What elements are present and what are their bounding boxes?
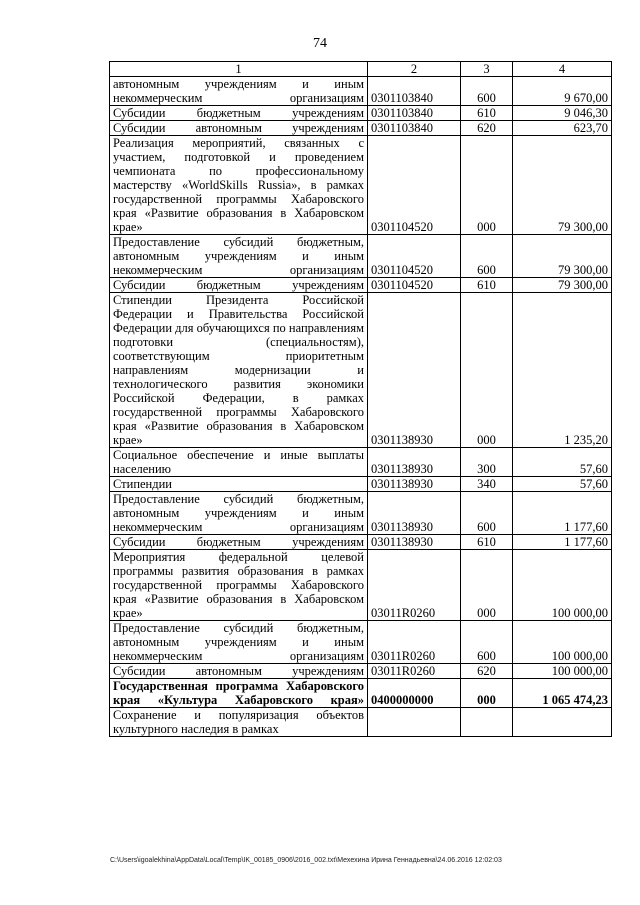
- row-name-cell: Сохранение и популяризация объектов культурного наследия в рамках: [110, 708, 368, 737]
- row-name-cell: Субсидии автономным учреждениям: [110, 121, 368, 136]
- row-sum-cell: 79 300,00: [513, 235, 612, 278]
- row-vr-cell: 610: [461, 535, 513, 550]
- row-code-cell: 0301138930: [368, 477, 461, 492]
- table-row: [110, 708, 612, 737]
- row-sum-cell: 9 670,00: [513, 77, 612, 106]
- row-sum-cell: 1 177,60: [513, 535, 612, 550]
- table-row: [110, 664, 612, 679]
- row-code-cell: 0301104520: [368, 235, 461, 278]
- table-row: [110, 448, 612, 477]
- row-vr-cell: 610: [461, 278, 513, 293]
- column-header-sum: 4: [513, 62, 612, 77]
- row-code-cell: 03011R0260: [368, 621, 461, 664]
- row-sum-cell: 100 000,00: [513, 621, 612, 664]
- row-vr-cell: 620: [461, 664, 513, 679]
- row-vr-cell: 600: [461, 621, 513, 664]
- row-vr-cell: 600: [461, 77, 513, 106]
- row-name-cell: Мероприятия федеральной целевой программы развития образования в рамках государственной программы Хабаровского края «Развитие образования в Хабаровском крае»: [110, 550, 368, 621]
- footer-file-path: C:\Users\igoalekhina\AppData\Local\Temp\IK_00185_0906\2016_002.txt\Мехехина Ирина Геннадьевна\24.06.2016 12:02:03: [110, 857, 502, 864]
- row-name-cell: Предоставление субсидий бюджетным, автономным учреждениям и иным некоммерческим организациям: [110, 621, 368, 664]
- row-name-cell: Субсидии автономным учреждениям: [110, 664, 368, 679]
- table-row: [110, 278, 612, 293]
- row-vr-cell: 000: [461, 550, 513, 621]
- table-header-row: [110, 62, 612, 77]
- row-name-cell: Стипендии Президента Российской Федерации и Правительства Российской Федерации для обучающихся по направлениям подготовки (специальностям), соответствующим приоритетным направлениям модернизации и технологического развития экономики Российской Федерации, в рамках государственной программы Хабаровского края «Развитие образования в Хабаровском крае»: [110, 293, 368, 448]
- row-code-cell: 0301138930: [368, 492, 461, 535]
- row-sum-cell: 100 000,00: [513, 664, 612, 679]
- row-name-cell: автономным учреждениям и иным некоммерческим организациям: [110, 77, 368, 106]
- row-name-cell: Субсидии бюджетным учреждениям: [110, 535, 368, 550]
- table-row: [110, 136, 612, 235]
- row-sum-cell: 79 300,00: [513, 278, 612, 293]
- table-row: [110, 621, 612, 664]
- table-row: [110, 679, 612, 708]
- row-code-cell: 0301104520: [368, 136, 461, 235]
- column-header-code: 2: [368, 62, 461, 77]
- row-sum-cell: 1 177,60: [513, 492, 612, 535]
- row-code-cell: 0400000000: [368, 679, 461, 708]
- row-code-cell: 03011R0260: [368, 550, 461, 621]
- row-sum-cell: 100 000,00: [513, 550, 612, 621]
- page-number: 74: [313, 36, 327, 51]
- row-code-cell: 0301103840: [368, 77, 461, 106]
- row-code-cell: 0301138930: [368, 448, 461, 477]
- row-code-cell: 0301104520: [368, 278, 461, 293]
- row-sum-cell: [513, 708, 612, 737]
- table-row: [110, 121, 612, 136]
- row-name-cell: Субсидии бюджетным учреждениям: [110, 278, 368, 293]
- row-name-cell: Субсидии бюджетным учреждениям: [110, 106, 368, 121]
- table-row: [110, 106, 612, 121]
- row-vr-cell: 600: [461, 235, 513, 278]
- row-sum-cell: 79 300,00: [513, 136, 612, 235]
- table-row: [110, 492, 612, 535]
- row-vr-cell: 610: [461, 106, 513, 121]
- table-row: [110, 77, 612, 106]
- row-vr-cell: 300: [461, 448, 513, 477]
- table-row: [110, 550, 612, 621]
- row-name-cell: Предоставление субсидий бюджетным, автономным учреждениям и иным некоммерческим организациям: [110, 492, 368, 535]
- row-sum-cell: 57,60: [513, 477, 612, 492]
- row-code-cell: 0301138930: [368, 293, 461, 448]
- row-code-cell: 0301138930: [368, 535, 461, 550]
- row-name-cell: Стипендии: [110, 477, 368, 492]
- row-name-cell: Государственная программа Хабаровского края «Культура Хабаровского края»: [110, 679, 368, 708]
- row-sum-cell: 57,60: [513, 448, 612, 477]
- table-row: [110, 235, 612, 278]
- row-code-cell: 0301103840: [368, 121, 461, 136]
- row-code-cell: [368, 708, 461, 737]
- row-name-cell: Предоставление субсидий бюджетным, автономным учреждениям и иным некоммерческим организациям: [110, 235, 368, 278]
- row-sum-cell: 1 235,20: [513, 293, 612, 448]
- row-code-cell: 0301103840: [368, 106, 461, 121]
- row-vr-cell: 340: [461, 477, 513, 492]
- row-vr-cell: 000: [461, 136, 513, 235]
- column-header-name: 1: [110, 62, 368, 77]
- row-sum-cell: 623,70: [513, 121, 612, 136]
- row-code-cell: 03011R0260: [368, 664, 461, 679]
- row-vr-cell: 000: [461, 679, 513, 708]
- table-row: [110, 477, 612, 492]
- row-name-cell: Социальное обеспечение и иные выплаты населению: [110, 448, 368, 477]
- table-body: [110, 62, 612, 737]
- row-sum-cell: 9 046,30: [513, 106, 612, 121]
- row-name-cell: Реализация мероприятий, связанных с участием, подготовкой и проведением чемпионата по профессиональному мастерству «WorldSkills Russia», в рамках государственной программы Хабаровского края «Развитие образования в Хабаровском крае»: [110, 136, 368, 235]
- table-row: [110, 535, 612, 550]
- row-vr-cell: [461, 708, 513, 737]
- row-vr-cell: 000: [461, 293, 513, 448]
- budget-table: [109, 61, 612, 737]
- table-row: [110, 293, 612, 448]
- column-header-vr: 3: [461, 62, 513, 77]
- row-vr-cell: 620: [461, 121, 513, 136]
- row-sum-cell: 1 065 474,23: [513, 679, 612, 708]
- row-vr-cell: 600: [461, 492, 513, 535]
